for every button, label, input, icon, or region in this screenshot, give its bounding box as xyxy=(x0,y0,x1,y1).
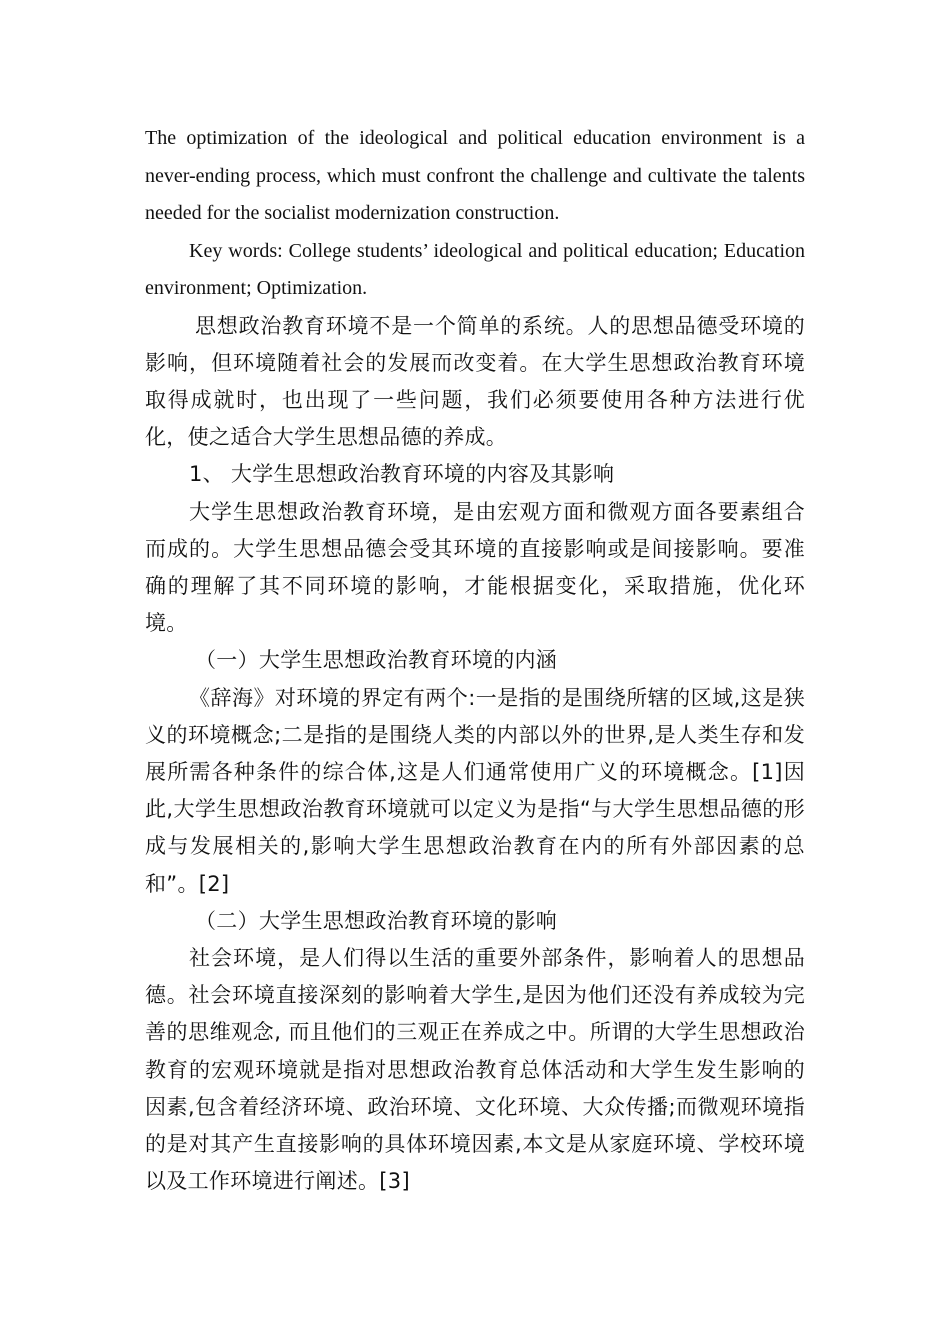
subsection-paragraph-1: 《辞海》对环境的界定有两个:一是指的是围绕所辖的区域,这是狭义的环境概念;二是指的是围绕人类的内部以外的世界,是人类生存和发展所需各种条件的综合体,这是人们通常使用广义的环境概念。[1]因此,大学生思想政治教育环境就可以定义为是指“与大学生思想品德的形成与发展相关的,影响大学生思想政治教育在内的所有外部因素的总和”。[2] xyxy=(145,685,805,896)
document-page xyxy=(145,120,805,1200)
intro-paragraph: 思想政治教育环境不是一个简单的系统。人的思想品德受环境的影响，但环境随着社会的发展而改变着。在大学生思想政治教育环境取得成就时，也出现了一些问题，我们必须要使用各种方法进行优化，使之适合大学生思想品德的养成。 xyxy=(145,313,805,450)
subsection-paragraph-2: 社会环境，是人们得以生活的重要外部条件，影响着人的思想品德。社会环境直接深刻的影响着大学生,是因为他们还没有养成较为完善的思维观念, 而且他们的三观正在养成之中。所谓的大学生思想政治教育的宏观环境就是指对思想政治教育总体活动和大学生发生影响的因素,包含着经济环境、政治环境、文化环境、大众传播;而微观环境指的是对其产生直接影响的具体环境因素,本文是从家庭环境、学校环境以及工作环境进行阐述。[3] xyxy=(145,945,805,1194)
section-heading: 1、 大学生思想政治教育环境的内容及其影响 xyxy=(189,462,615,487)
section-paragraph: 大学生思想政治教育环境，是由宏观方面和微观方面各要素组合而成的。大学生思想品德会受其环境的直接影响或是间接影响。要准确的理解了其不同环境的影响，才能根据变化，采取措施，优化环境。 xyxy=(145,499,805,636)
subsection-heading-2: （二）大学生思想政治教育环境的影响 xyxy=(195,908,558,933)
keywords-paragraph: Key words: College students’ ideological and political education; Education environment; Optimization. xyxy=(145,239,805,299)
subsection-heading-1: （一）大学生思想政治教育环境的内涵 xyxy=(195,648,558,673)
abstract-paragraph: The optimization of the ideological and political education environment is a never-ending process, which must confront the challenge and cultivate the talents needed for the socialist modernization construction. xyxy=(145,127,805,224)
